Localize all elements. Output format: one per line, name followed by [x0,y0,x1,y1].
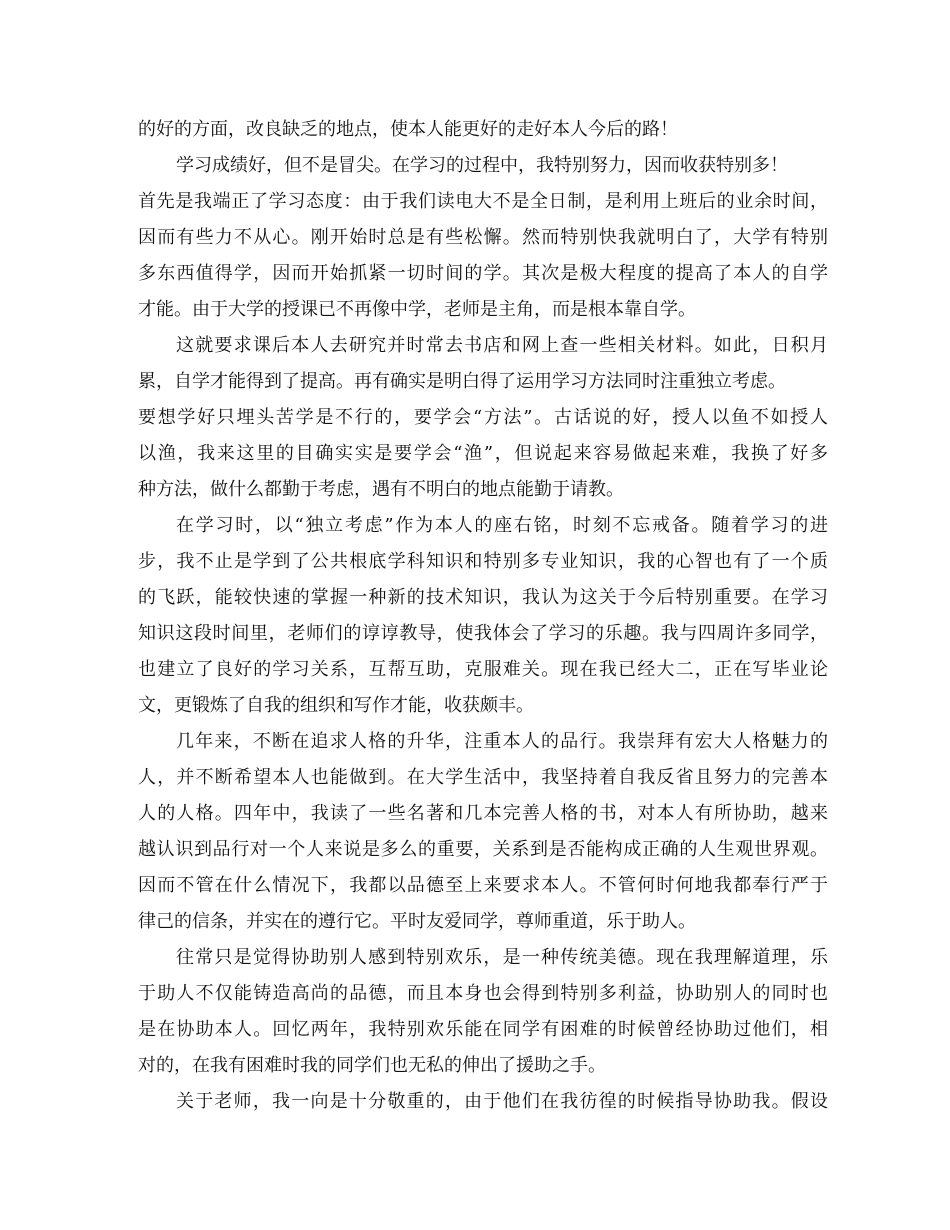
text-line: 因而不管在什么情况下，我都以品德至上来要求本人。不管何时何地我都奉行严于 [138,875,828,896]
text-line: 文，更锻炼了自我的组织和写作才能，收获颇丰。 [138,695,534,716]
text-line: 是在协助本人。回忆两年，我特别欢乐能在同学有困难的时候曾经协助过他们，相 [138,1019,828,1040]
text-line: 于助人不仅能铸造高尚的品德，而且本身也会得到特别多利益，协助别人的同时也 [138,983,828,1004]
text-line: 多东西值得学，因而开始抓紧一切时间的学。其次是极大程度的提高了本人的自学 [138,263,828,284]
paragraph-first-line: 往常只是觉得协助别人感到特别欢乐，是一种传统美德。现在我理解道理，乐 [176,947,828,968]
text-line: 对的，在我有困难时我的同学们也无私的伸出了援助之手。 [138,1055,606,1076]
text-line: 以渔，我来这里的目确实实是要学会“渔”，但说起来容易做起来难，我换了好多 [138,443,828,464]
text-line: 人，并不断希望本人也能做到。在大学生活中，我坚持着自我反省且努力的完善本 [138,767,828,788]
text-line: 知识这段时间里，老师们的谆谆教导，使我体会了学习的乐趣。我与四周许多同学， [138,623,828,644]
text-line: 累，自学才能得到了提高。再有确实是明白得了运用学习方法同时注重独立考虑。 [138,371,786,392]
text-line: 也建立了良好的学习关系，互帮互助，克服难关。现在我已经大二，正在写毕业论 [138,659,828,680]
text-line: 要想学好只埋头苦学是不行的，要学会“方法”。古话说的好，授人以鱼不如授人 [138,407,828,428]
text-line: 步，我不止是学到了公共根底学科知识和特别多专业知识，我的心智也有了一个质 [138,551,828,572]
text-line: 种方法，做什么都勤于考虑，遇有不明白的地点能勤于请教。 [138,479,624,500]
text-line: 因而有些力不从心。刚开始时总是有些松懈。然而特别快我就明白了，大学有特别 [138,227,828,248]
text-line: 的飞跃，能较快速的掌握一种新的技术知识，我认为这关于今后特别重要。在学习 [138,587,828,608]
text-line: 首先是我端正了学习态度：由于我们读电大不是全日制，是利用上班后的业余时间， [138,191,828,212]
paragraph-first-line: 这就要求课后本人去研究并时常去书店和网上查一些相关材料。如此，日积月 [176,335,828,356]
paragraph-first-line: 在学习时，以“独立考虑”作为本人的座右铭，时刻不忘戒备。随着学习的进 [176,515,828,536]
text-line: 律己的信条，并实在的遵行它。平时友爱同学，尊师重道，乐于助人。 [138,911,696,932]
paragraph-first-line: 几年来，不断在追求人格的升华，注重本人的品行。我崇拜有宏大人格魅力的 [176,731,828,752]
text-line: 越认识到品行对一个人来说是多么的重要，关系到是否能构成正确的人生观世界观。 [138,839,828,860]
text-line: 的好的方面，改良缺乏的地点，使本人能更好的走好本人今后的路！ [138,119,678,140]
text-line: 才能。由于大学的授课已不再像中学，老师是主角，而是根本靠自学。 [138,299,696,320]
paragraph-first-line: 关于老师，我一向是十分敬重的，由于他们在我彷徨的时候指导协助我。假设 [176,1091,828,1112]
paragraph-first-line: 学习成绩好，但不是冒尖。在学习的过程中，我特别努力，因而收获特别多！ [176,155,788,176]
document-page [138,112,828,1120]
text-line: 人的人格。四年中，我读了一些名著和几本完善人格的书，对本人有所协助，越来 [138,803,828,824]
